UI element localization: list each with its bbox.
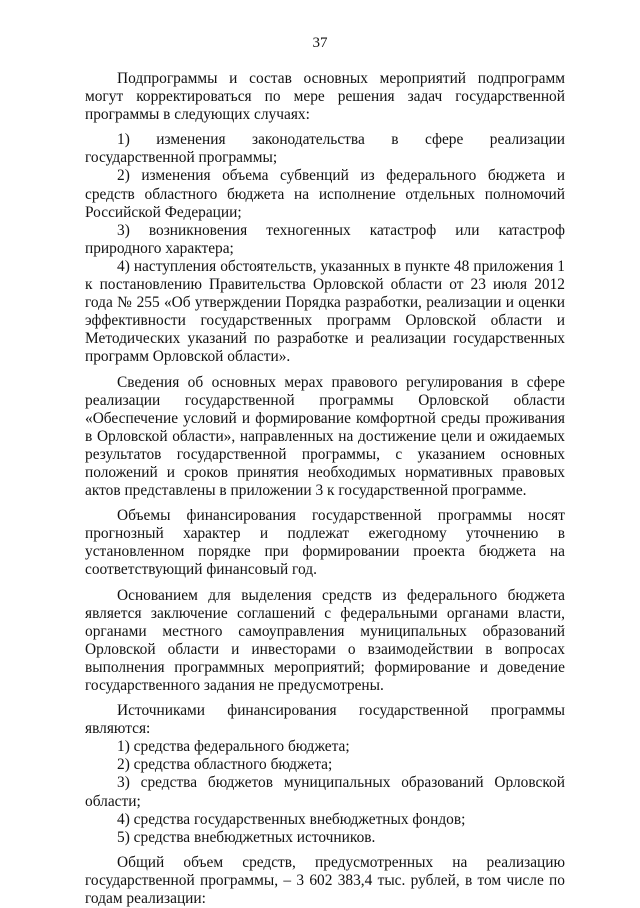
federal-basis-paragraph: Основанием для выделения средств из федерального бюджета является заключение соглашений с федеральными органами власти, органами местного самоуправления муниципальных образований Орловской области и инвесторами о взаимодействии в вопросах выполнения программных мероприятий; формирование и доведение государственного задания не предусмотрены. bbox=[85, 586, 565, 694]
total-funding-paragraph: Общий объем средств, предусмотренных на реализацию государственной программы, – 3 602 383,4 тыс. рублей, в том числе по годам реализации: bbox=[85, 853, 565, 908]
list-item-source-4: 4) средства государственных внебюджетных фондов; bbox=[117, 810, 466, 828]
page-body bbox=[85, 70, 565, 908]
list-item-case-1: 1) изменения законодательства в сфере реализации государственной программы; bbox=[85, 131, 565, 167]
list-item-source-2: 2) средства областного бюджета; bbox=[117, 756, 333, 774]
list-item-source-3: 3) средства бюджетов муниципальных образований Орловской области; bbox=[85, 774, 565, 810]
list-item-source-5: 5) средства внебюджетных источников. bbox=[117, 828, 376, 846]
list-item-case-3: 3) возникновения техногенных катастроф или катастроф природного характера; bbox=[85, 221, 565, 257]
regulation-paragraph: Сведения об основных мерах правового регулирования в сфере реализации государственной программы Орловской области «Обеспечение условий и формирование комфортной среды проживания в Орловской области», направленных на достижение цели и ожидаемых результатов государственной программы, с указанием основных положений и сроков принятия необходимых нормативных правовых актов представлены в приложении 3 к государственной программе. bbox=[85, 373, 565, 500]
sources-intro-paragraph: Источниками финансирования государственной программы являются: bbox=[85, 702, 565, 738]
list-item-source-1: 1) средства федерального бюджета; bbox=[117, 738, 350, 756]
financing-volumes-paragraph: Объемы финансирования государственной программы носят прогнозный характер и подлежат ежегодному уточнению в установленном порядке при формировании проекта бюджета на соответствующий финансовый год. bbox=[85, 507, 565, 579]
list-item-case-4: 4) наступления обстоятельств, указанных в пункте 48 приложения 1 к постановлению Правительства Орловской области от 23 июля 2012 года № 255 «Об утверждении Порядка разработки, реализации и оценки эффективности государственных программ Орловской области и Методических указаний по разработке и реализации государственных программ Орловской области». bbox=[85, 257, 565, 366]
page-number: 37 bbox=[312, 35, 328, 51]
intro-paragraph: Подпрограммы и состав основных мероприятий подпрограмм могут корректироваться по мере решения задач государственной программы в следующих случаях: bbox=[85, 70, 565, 124]
list-item-case-2: 2) изменения объема субвенций из федерального бюджета и средств областного бюджета на исполнение отдельных полномочий Российской Федерации; bbox=[85, 167, 565, 221]
